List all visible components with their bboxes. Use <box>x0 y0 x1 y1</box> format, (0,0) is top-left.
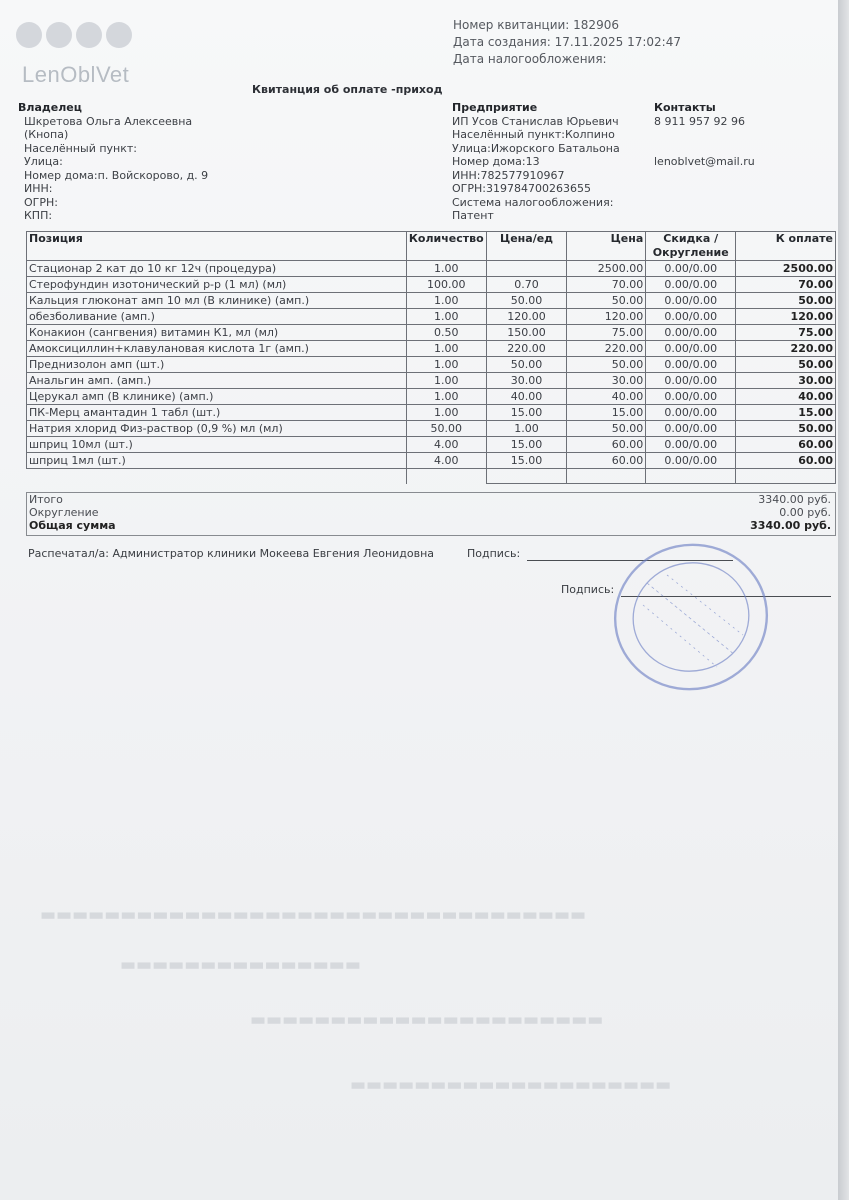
cell-qty: 1.00 <box>406 357 486 373</box>
cell-price <box>486 261 567 277</box>
cell-discount: 0.00/0.00 <box>646 389 736 405</box>
header-quantity: Количество <box>406 232 486 261</box>
header-unit-price: Цена/ед <box>486 232 567 261</box>
cell-sum: 120.00 <box>567 309 646 325</box>
owner-heading: Владелец <box>18 101 82 114</box>
enterprise-tax-system: Система налогообложения: <box>452 195 614 209</box>
enterprise-block <box>452 101 620 223</box>
contact-email: lenoblvet@mail.ru <box>654 155 755 168</box>
cell-price: 40.00 <box>486 389 567 405</box>
owner-pet: (Кнопа) <box>24 128 69 141</box>
cell-name: шприц 10мл (шт.) <box>27 437 407 453</box>
creation-date: Дата создания: 17.11.2025 17:02:47 <box>453 35 681 49</box>
owner-ogrn: ОГРН: <box>24 195 58 209</box>
cell-total: 2500.00 <box>736 261 836 277</box>
table-row <box>27 357 836 373</box>
cell-name: Стационар 2 кат до 10 кг 12ч (процедура) <box>27 261 407 277</box>
cell-total: 60.00 <box>736 437 836 453</box>
enterprise-house: Номер дома:13 <box>452 155 540 168</box>
cell-sum: 50.00 <box>567 293 646 309</box>
empty-cell <box>736 469 836 484</box>
empty-cell <box>486 469 567 484</box>
grand-total-value: 3340.00 руб. <box>750 519 831 532</box>
table-row <box>27 389 836 405</box>
grand-total-label: Общая сумма <box>29 519 116 532</box>
cell-sum: 60.00 <box>567 437 646 453</box>
contacts-heading: Контакты <box>654 101 716 114</box>
cell-total: 30.00 <box>736 373 836 389</box>
cell-price: 150.00 <box>486 325 567 341</box>
cell-price: 30.00 <box>486 373 567 389</box>
cell-sum: 220.00 <box>567 341 646 357</box>
grand-total-row <box>27 519 835 532</box>
cell-qty: 0.50 <box>406 325 486 341</box>
header-price: Цена <box>567 232 646 261</box>
table-row <box>27 261 836 277</box>
table-header-row <box>27 232 836 261</box>
cell-sum: 70.00 <box>567 277 646 293</box>
cell-total: 75.00 <box>736 325 836 341</box>
enterprise-settlement: Населённый пункт:Колпино <box>452 128 615 141</box>
cell-qty: 4.00 <box>406 453 486 469</box>
cell-sum: 40.00 <box>567 389 646 405</box>
table-row <box>27 437 836 453</box>
cell-discount: 0.00/0.00 <box>646 373 736 389</box>
cell-sum: 60.00 <box>567 453 646 469</box>
cell-total: 15.00 <box>736 405 836 421</box>
logo-text: LenOblVet <box>22 62 130 87</box>
cell-qty: 4.00 <box>406 437 486 453</box>
cell-qty: 1.00 <box>406 405 486 421</box>
cell-price: 50.00 <box>486 357 567 373</box>
show-through-text: ▬▬▬▬▬▬▬▬▬▬▬▬▬▬▬ <box>120 955 361 975</box>
subtotal-value: 3340.00 руб. <box>758 493 831 506</box>
show-through-text: ▬▬▬▬▬▬▬▬▬▬▬▬▬▬▬▬▬▬▬▬▬▬ <box>250 1010 604 1030</box>
cell-total: 220.00 <box>736 341 836 357</box>
logo-paw-icon <box>16 22 132 48</box>
contacts-block <box>654 101 755 169</box>
signature-label-2: Подпись: <box>561 583 615 596</box>
cell-sum: 15.00 <box>567 405 646 421</box>
receipt-number: Номер квитанции: 182906 <box>453 18 619 32</box>
cell-total: 50.00 <box>736 293 836 309</box>
show-through-text: ▬▬▬▬▬▬▬▬▬▬▬▬▬▬▬▬▬▬▬▬▬▬▬▬▬▬▬▬▬▬▬▬▬▬ <box>40 905 587 925</box>
paper-edge <box>838 0 849 1200</box>
enterprise-heading: Предприятие <box>452 101 538 114</box>
cell-qty: 50.00 <box>406 421 486 437</box>
cell-qty: 1.00 <box>406 261 486 277</box>
cell-discount: 0.00/0.00 <box>646 421 736 437</box>
printed-by: Распечатал/а: Администратор клиники Мокеева Евгения Леонидовна <box>28 547 435 560</box>
owner-kpp: КПП: <box>24 209 53 222</box>
rounding-value: 0.00 руб. <box>779 506 831 519</box>
items-table <box>26 231 836 484</box>
cell-name: Преднизолон амп (шт.) <box>27 357 407 373</box>
empty-cell <box>646 469 736 484</box>
cell-sum: 2500.00 <box>567 261 646 277</box>
cell-discount: 0.00/0.00 <box>646 453 736 469</box>
cell-sum: 50.00 <box>567 421 646 437</box>
owner-name: Шкретова Ольга Алексеевна <box>24 114 193 128</box>
table-row <box>27 421 836 437</box>
cell-discount: 0.00/0.00 <box>646 437 736 453</box>
cell-qty: 1.00 <box>406 293 486 309</box>
empty-cell <box>406 469 486 484</box>
table-empty-row <box>27 469 836 484</box>
cell-price: 15.00 <box>486 453 567 469</box>
owner-house: Номер дома:п. Войскорово, д. 9 <box>24 168 209 182</box>
show-through-text: ▬▬▬▬▬▬▬▬▬▬▬▬▬▬▬▬▬▬▬▬ <box>350 1075 672 1095</box>
enterprise-tax-value: Патент <box>452 209 494 222</box>
rounding-label: Округление <box>29 506 99 519</box>
cell-discount: 0.00/0.00 <box>646 261 736 277</box>
cell-qty: 1.00 <box>406 373 486 389</box>
cell-price: 15.00 <box>486 437 567 453</box>
cell-sum: 30.00 <box>567 373 646 389</box>
cell-name: Анальгин амп. (амп.) <box>27 373 407 389</box>
subtotal-label: Итого <box>29 493 63 506</box>
cell-discount: 0.00/0.00 <box>646 325 736 341</box>
enterprise-inn: ИНН:782577910967 <box>452 168 565 182</box>
enterprise-street: Улица:Ижорского Батальона <box>452 141 620 155</box>
cell-price: 120.00 <box>486 309 567 325</box>
table-row <box>27 325 836 341</box>
subtotal-row <box>27 493 835 506</box>
signature-label: Подпись: <box>467 547 521 560</box>
receipt-meta <box>453 17 681 68</box>
totals-box <box>26 492 836 536</box>
cell-name: ПК-Мерц амантадин 1 табл (шт.) <box>27 405 407 421</box>
tax-date: Дата налогообложения: <box>453 52 607 66</box>
owner-settlement: Населённый пункт: <box>24 141 137 155</box>
header-position: Позиция <box>27 232 407 261</box>
header-total: К оплате <box>736 232 836 261</box>
cell-total: 50.00 <box>736 357 836 373</box>
cell-name: Кальция глюконат амп 10 мл (В клинике) (амп.) <box>27 293 407 309</box>
cell-discount: 0.00/0.00 <box>646 309 736 325</box>
cell-price: 0.70 <box>486 277 567 293</box>
cell-name: Церукал амп (В клинике) (амп.) <box>27 389 407 405</box>
cell-total: 70.00 <box>736 277 836 293</box>
enterprise-name: ИП Усов Станислав Юрьевич <box>452 114 619 128</box>
cell-name: Конакион (сангвения) витамин К1, мл (мл) <box>27 325 407 341</box>
table-row <box>27 405 836 421</box>
cell-sum: 50.00 <box>567 357 646 373</box>
cell-name: Натрия хлорид Физ-раствор (0,9 %) мл (мл) <box>27 421 407 437</box>
cell-qty: 1.00 <box>406 309 486 325</box>
owner-street: Улица: <box>24 155 63 168</box>
table-row <box>27 341 836 357</box>
cell-discount: 0.00/0.00 <box>646 357 736 373</box>
page-title: Квитанция об оплате -приход <box>252 83 443 96</box>
cell-total: 60.00 <box>736 453 836 469</box>
cell-price: 15.00 <box>486 405 567 421</box>
clinic-logo <box>14 22 134 92</box>
rounding-row <box>27 506 835 519</box>
table-row <box>27 373 836 389</box>
owner-inn: ИНН: <box>24 182 53 195</box>
cell-qty: 100.00 <box>406 277 486 293</box>
header-discount: Скидка / Округление <box>646 232 736 261</box>
cell-qty: 1.00 <box>406 341 486 357</box>
empty-cell <box>567 469 646 484</box>
table-row <box>27 309 836 325</box>
cell-sum: 75.00 <box>567 325 646 341</box>
cell-discount: 0.00/0.00 <box>646 293 736 309</box>
cell-total: 40.00 <box>736 389 836 405</box>
enterprise-ogrn: ОГРН:319784700263655 <box>452 182 591 195</box>
cell-qty: 1.00 <box>406 389 486 405</box>
cell-discount: 0.00/0.00 <box>646 341 736 357</box>
table-row <box>27 453 836 469</box>
cell-total: 50.00 <box>736 421 836 437</box>
owner-block <box>20 101 208 223</box>
cell-name: шприц 1мл (шт.) <box>27 453 407 469</box>
cell-price: 220.00 <box>486 341 567 357</box>
cell-discount: 0.00/0.00 <box>646 405 736 421</box>
cell-total: 120.00 <box>736 309 836 325</box>
company-stamp <box>607 535 777 695</box>
table-row <box>27 277 836 293</box>
cell-price: 1.00 <box>486 421 567 437</box>
contact-phone: 8 911 957 92 96 <box>654 114 745 128</box>
cell-name: Стерофундин изотонический р-р (1 мл) (мл) <box>27 277 407 293</box>
cell-discount: 0.00/0.00 <box>646 277 736 293</box>
cell-price: 50.00 <box>486 293 567 309</box>
empty-cell <box>27 469 407 484</box>
table-row <box>27 293 836 309</box>
cell-name: обезболивание (амп.) <box>27 309 407 325</box>
cell-name: Амоксициллин+клавулановая кислота 1г (амп.) <box>27 341 407 357</box>
